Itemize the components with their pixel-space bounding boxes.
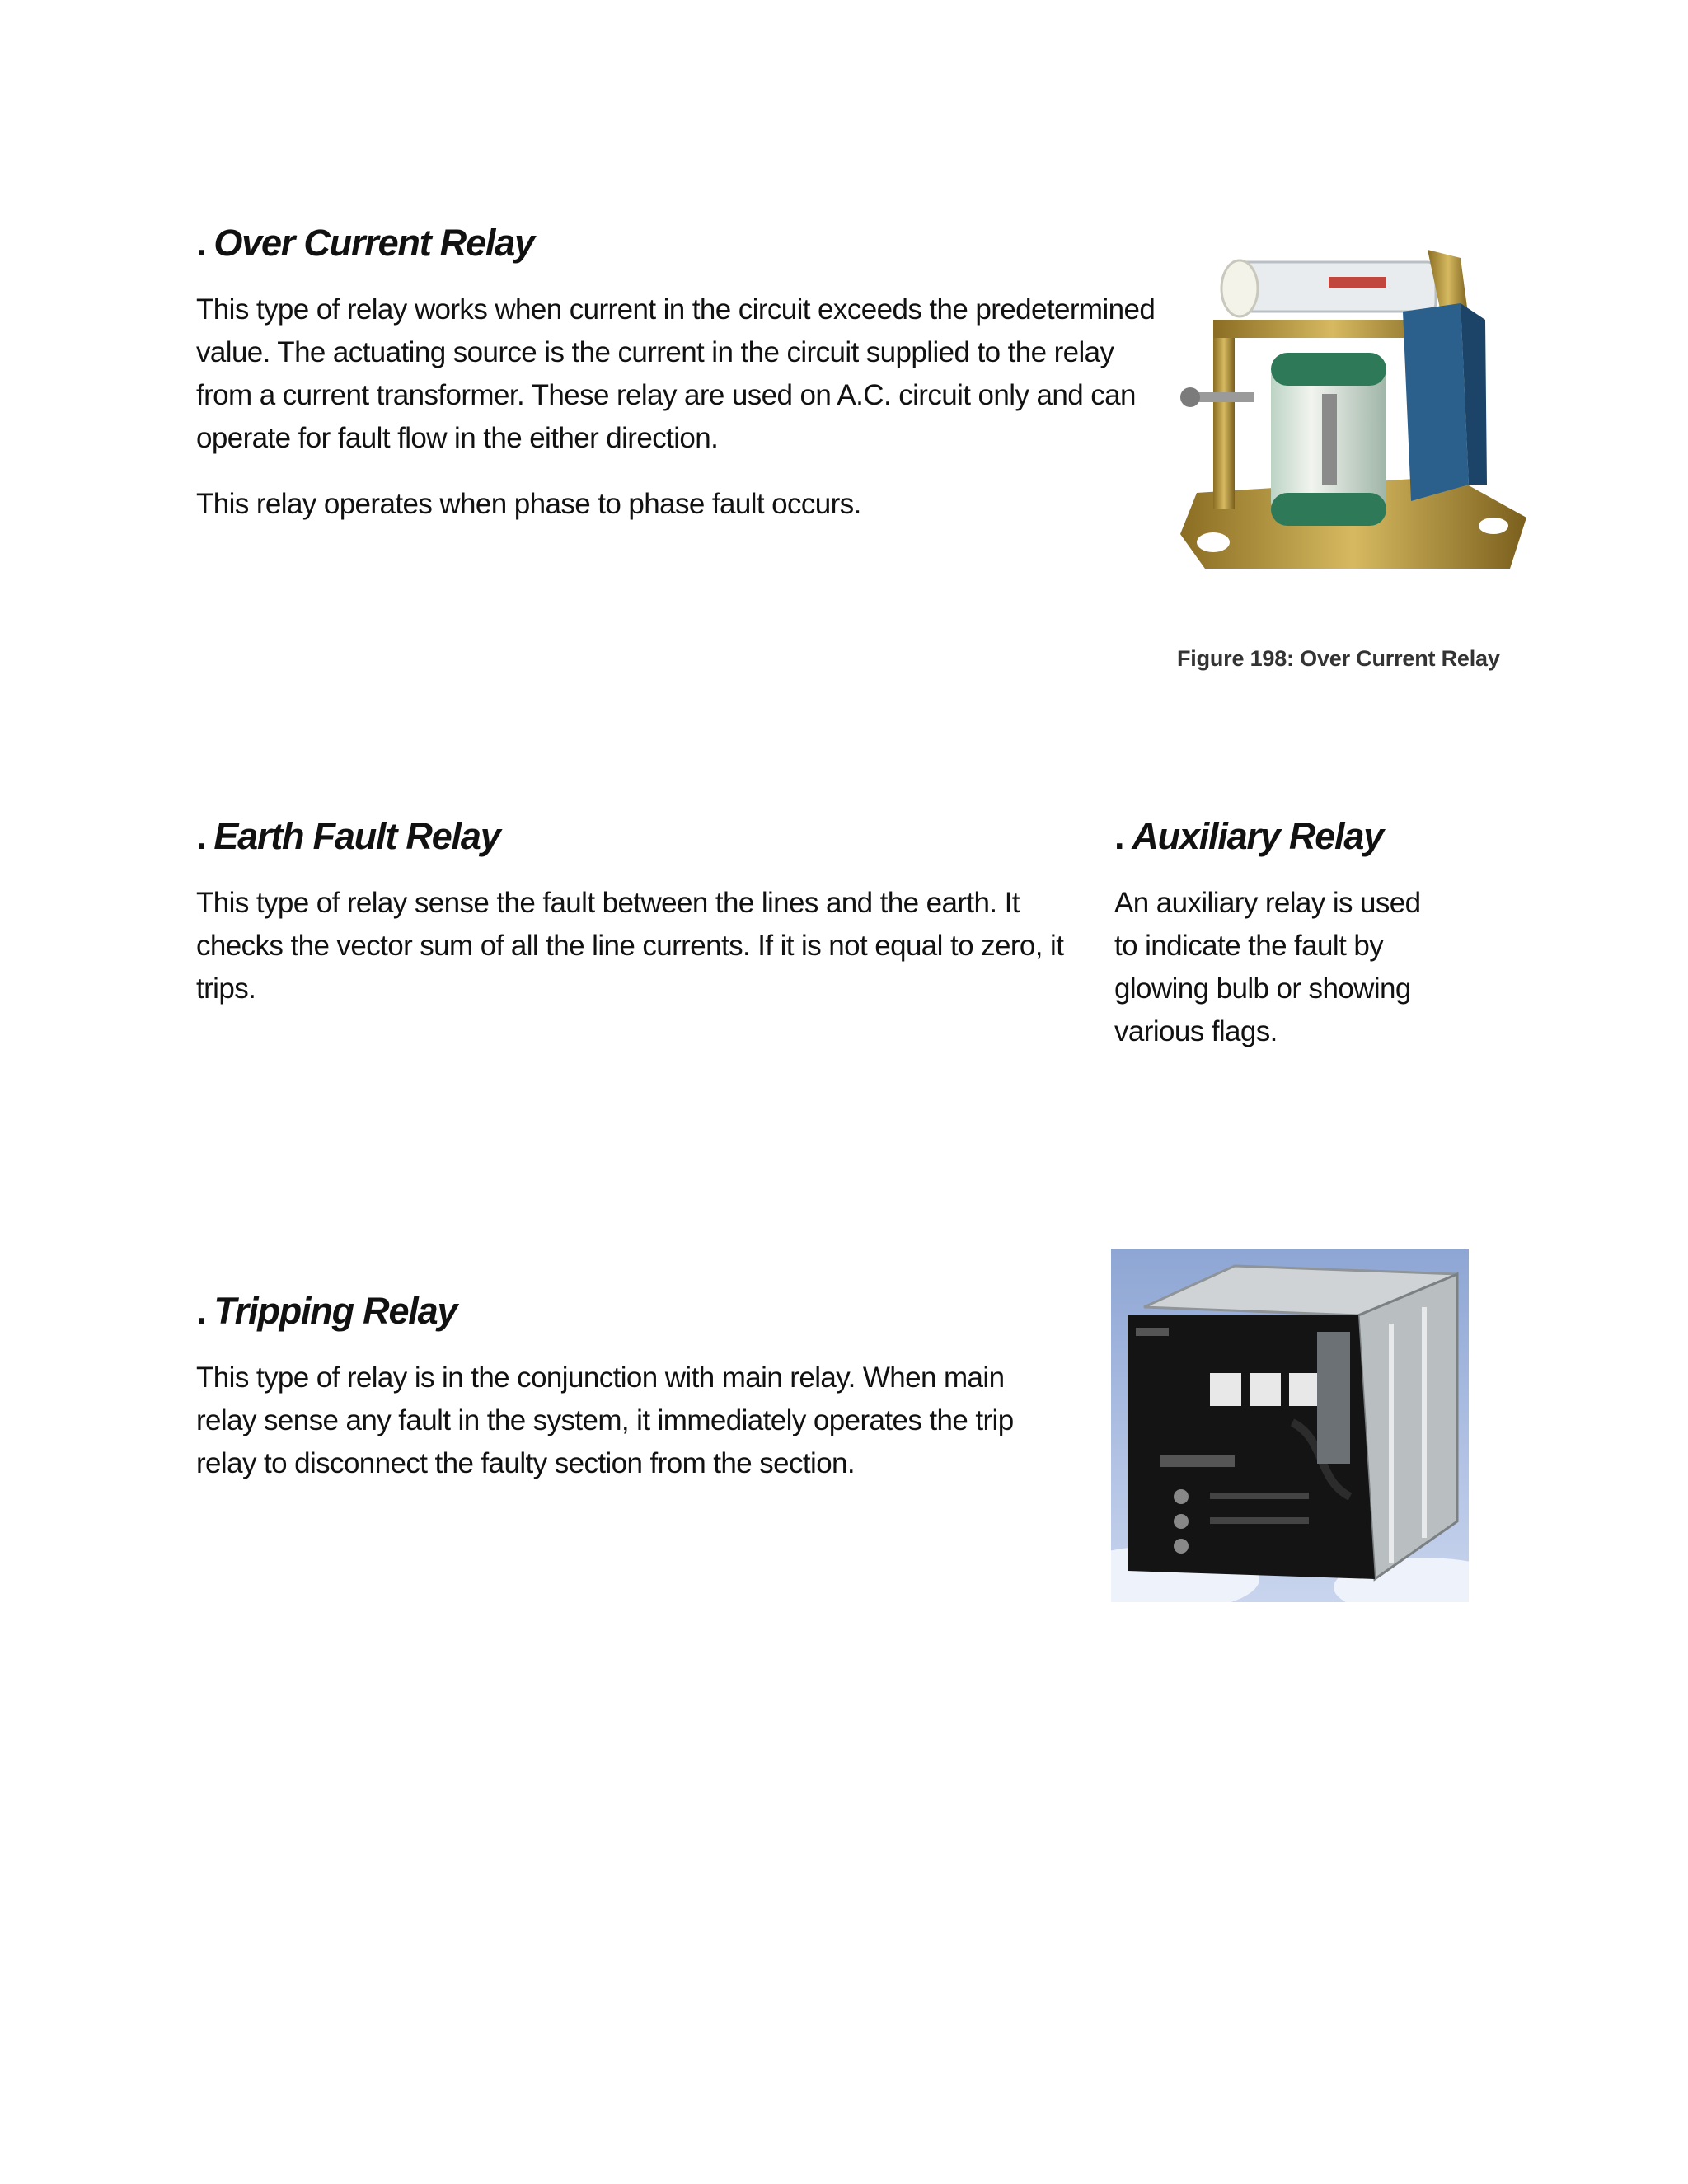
heading-text: Over Current Relay: [213, 222, 534, 264]
section-auxiliary-relay: [1114, 814, 1444, 1076]
heading-auxiliary-relay: [1114, 814, 1444, 859]
paragraph-auxiliary-1: An auxiliary relay is used to indicate the fault by glowing bulb or showing various flags.: [1114, 887, 1421, 1047]
paragraph-over-current-1: This type of relay works when current in the circuit exceeds the predetermined value. The actuating source is the current in the circuit supplied to the relay from a current transformer. These relay are used on A.C. circuit only and can operate for fault flow in the either direction.: [196, 293, 1156, 454]
heading-bullet: .: [196, 222, 206, 264]
over-current-relay-image: [1180, 246, 1526, 569]
paragraph-earth-fault-1: This type of relay sense the fault between the lines and the earth. It checks the vector sum of all the line currents. If it is not equal to zero, it trips.: [196, 887, 1064, 1005]
section-earth-fault-relay: [196, 814, 1086, 1033]
heading-text: Earth Fault Relay: [213, 815, 500, 857]
section-tripping-relay: [196, 1289, 1053, 1508]
heading-earth-fault-relay: [196, 814, 1086, 859]
heading-bullet: .: [1114, 815, 1124, 857]
tripping-relay-image: [1111, 1249, 1469, 1602]
paragraph-tripping-1: This type of relay is in the conjunction with main relay. When main relay sense any fault in the system, it immediately operates the trip relay to disconnect the faulty section from the section.: [196, 1361, 1014, 1479]
figure-caption-over-current: Figure 198: Over Current Relay: [1177, 646, 1500, 671]
heading-bullet: .: [196, 815, 206, 857]
section-over-current-relay: [196, 221, 1160, 549]
heading-over-current-relay: [196, 221, 1160, 265]
heading-text: Auxiliary Relay: [1132, 815, 1383, 857]
heading-bullet: .: [196, 1290, 206, 1332]
heading-text: Tripping Relay: [213, 1290, 457, 1332]
heading-tripping-relay: [196, 1289, 1053, 1333]
paragraph-over-current-2: This relay operates when phase to phase fault occurs.: [196, 488, 861, 520]
